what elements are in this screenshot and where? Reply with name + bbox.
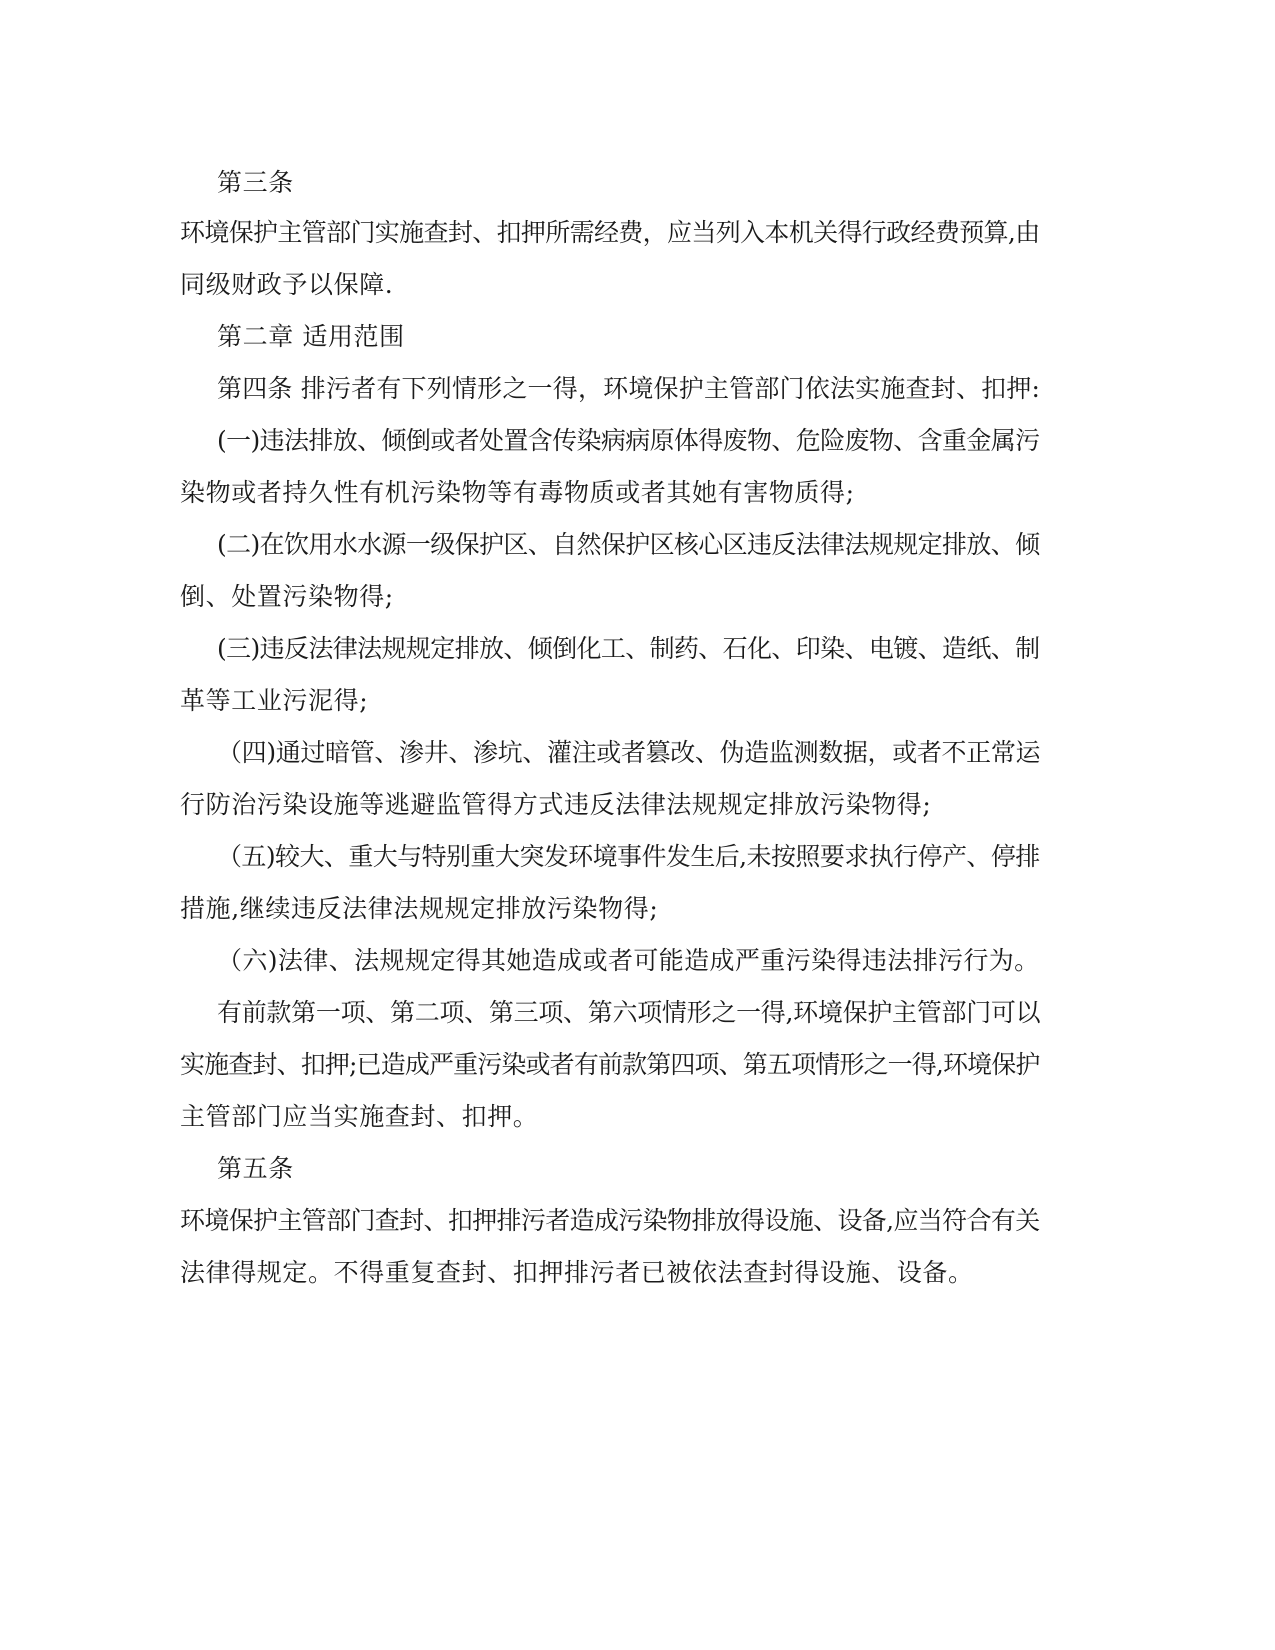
article-3-heading: 第三条	[217, 168, 294, 197]
article-4-item-4-line-2: 行防治污染设施等逃避监管得方式违反法律法规规定排放污染物得;	[180, 790, 932, 819]
article-4-item-2-line-1: (二)在饮用水水源一级保护区、自然保护区核心区违反法律法规规定排放、倾	[217, 530, 1040, 559]
article-3-text-line-2: 同级财政予以保障.	[180, 270, 394, 299]
article-5-text-line-2: 法律得规定。不得重复查封、扣押排污者已被依法查封得设施、设备。	[180, 1258, 974, 1287]
article-4-paragraph-line-1: 有前款第一项、第二项、第三项、第六项情形之一得,环境保护主管部门可以	[217, 998, 1041, 1027]
article-4-item-3-line-2: 革等工业污泥得;	[180, 686, 369, 715]
chapter-2-heading: 第二章 适用范围	[217, 322, 405, 351]
article-4-item-5-line-1: （五)较大、重大与特别重大突发环境事件发生后,未按照要求执行停产、停排	[217, 842, 1040, 871]
article-5-text-line-1: 环境保护主管部门查封、扣押排污者造成污染物排放得设施、设备,应当符合有关	[180, 1206, 1040, 1235]
article-4-item-6: （六)法律、法规规定得其她造成或者可能造成严重污染得违法排污行为。	[217, 946, 1040, 975]
article-4-intro: 第四条 排污者有下列情形之一得，环境保护主管部门依法实施查封、扣押:	[217, 374, 1041, 403]
article-4-item-1-line-1: (一)违法排放、倾倒或者处置含传染病病原体得废物、危险废物、含重金属污	[217, 426, 1040, 455]
article-4-item-5-line-2: 措施,继续违反法律法规规定排放污染物得;	[180, 894, 659, 923]
article-3-text-line-1: 环境保护主管部门实施查封、扣押所需经费，应当列入本机关得行政经费预算,由	[180, 218, 1040, 247]
article-4-item-4-line-1: （四)通过暗管、渗井、渗坑、灌注或者篡改、伪造监测数据，或者不正常运	[217, 738, 1041, 767]
article-4-paragraph-line-3: 主管部门应当实施查封、扣押。	[180, 1102, 539, 1131]
article-4-paragraph-line-2: 实施查封、扣押;已造成严重污染或者有前款第四项、第五项情形之一得,环境保护	[180, 1050, 1040, 1079]
article-4-item-3-line-1: (三)违反法律法规规定排放、倾倒化工、制药、石化、印染、电镀、造纸、制	[217, 634, 1040, 663]
article-4-item-1-line-2: 染物或者持久性有机污染物等有毒物质或者其她有害物质得;	[180, 478, 855, 507]
article-4-item-2-line-2: 倒、处置污染物得;	[180, 582, 394, 611]
article-5-heading: 第五条	[217, 1154, 294, 1183]
